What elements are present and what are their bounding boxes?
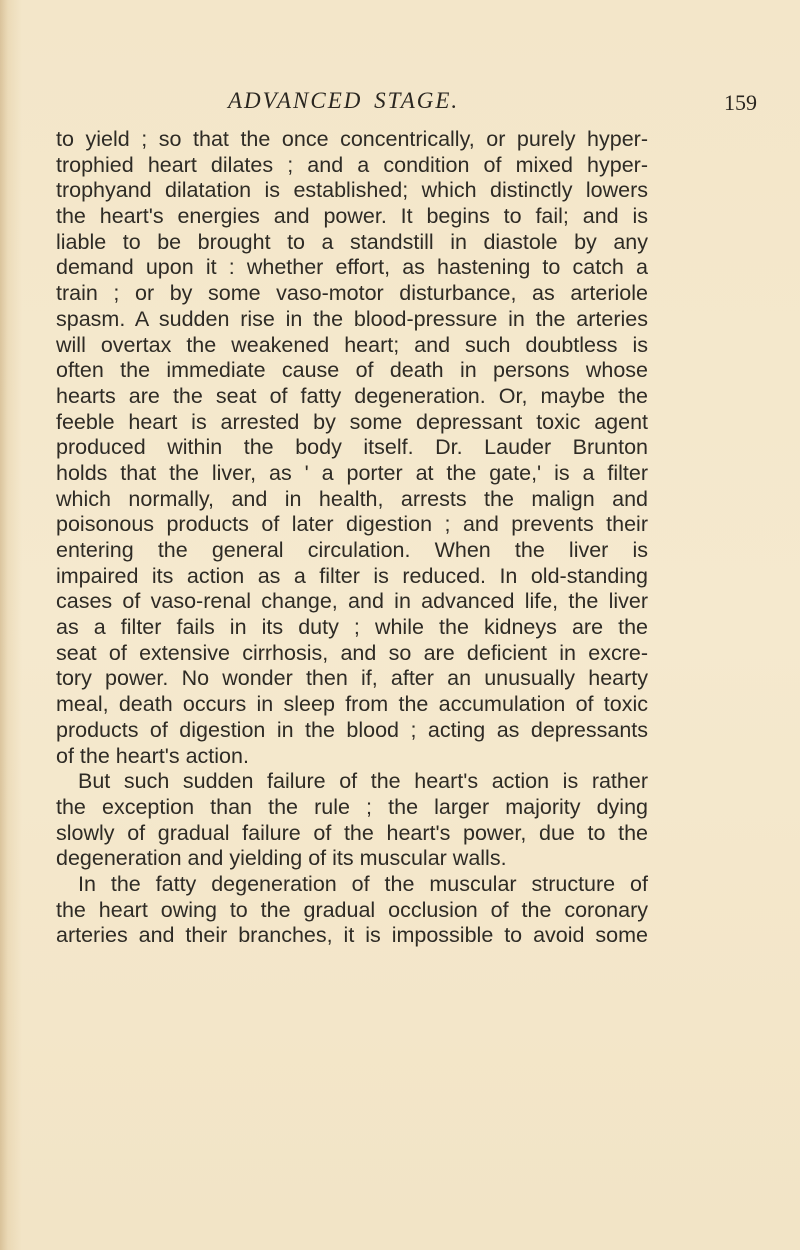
text-line: train ; or by some vaso-motor disturbance, as arteriole (56, 281, 648, 306)
body-text (56, 127, 648, 949)
text-line: cases of vaso-renal change, and in advanced life, the liver (56, 589, 648, 614)
text-line: spasm. A sudden rise in the blood-pressure in the arteries (56, 306, 648, 331)
text-line: produced within the body itself. Dr. Lauder Brunton (56, 435, 648, 460)
text-line: arteries and their branches, it is impossible to avoid some (56, 923, 648, 948)
text-line: hearts are the seat of fatty degeneration. Or, maybe the (56, 383, 648, 408)
text-line: the heart's energies and power. It begins to fail; and is (56, 204, 648, 229)
text-line: the exception than the rule ; the larger majority dying (56, 794, 648, 819)
paragraph-start-line: In the fatty degeneration of the muscular structure of (78, 871, 648, 896)
paragraph-end-line: degeneration and yielding of its muscular walls. (56, 846, 507, 871)
paragraph-end-line: of the heart's action. (56, 743, 249, 768)
text-line: liable to be brought to a standstill in diastole by any (56, 229, 648, 254)
text-line: will overtax the weakened heart; and such doubtless is (56, 332, 648, 357)
text-line: to yield ; so that the once concentrically, or purely hyper- (56, 127, 648, 151)
text-line: the heart owing to the gradual occlusion of the coronary (56, 897, 648, 922)
text-line: which normally, and in health, arrests the malign and (56, 486, 648, 511)
text-line: seat of extensive cirrhosis, and so are deficient in excre- (56, 640, 648, 665)
text-line: as a filter fails in its duty ; while the kidneys are the (56, 615, 648, 640)
text-line: slowly of gradual failure of the heart's power, due to the (56, 820, 648, 845)
text-line: entering the general circulation. When the liver is (56, 538, 648, 562)
page-number: 159 (724, 90, 757, 115)
text-line: often the immediate cause of death in persons whose (56, 358, 648, 383)
text-line: meal, death occurs in sleep from the accumulation of toxic (56, 692, 648, 717)
text-line: trophyand dilatation is established; which distinctly lowers (56, 178, 648, 203)
paragraph-start-line: But such sudden failure of the heart's action is rather (78, 769, 648, 794)
page-header (0, 88, 800, 122)
text-line: trophied heart dilates ; and a condition of mixed hyper- (56, 152, 648, 177)
text-line: holds that the liver, as ' a porter at the gate,' is a filter (56, 460, 648, 485)
text-line: demand upon it : whether effort, as hastening to catch a (56, 255, 648, 280)
text-line: poisonous products of later digestion ; and prevents their (56, 512, 648, 537)
text-line: feeble heart is arrested by some depressant toxic agent (56, 409, 648, 434)
text-line: tory power. No wonder then if, after an unusually hearty (56, 666, 648, 691)
running-head: ADVANCED STAGE. (228, 88, 460, 113)
text-line: impaired its action as a filter is reduced. In old-standing (56, 563, 648, 588)
text-line: products of digestion in the blood ; acting as depressants (56, 717, 648, 742)
